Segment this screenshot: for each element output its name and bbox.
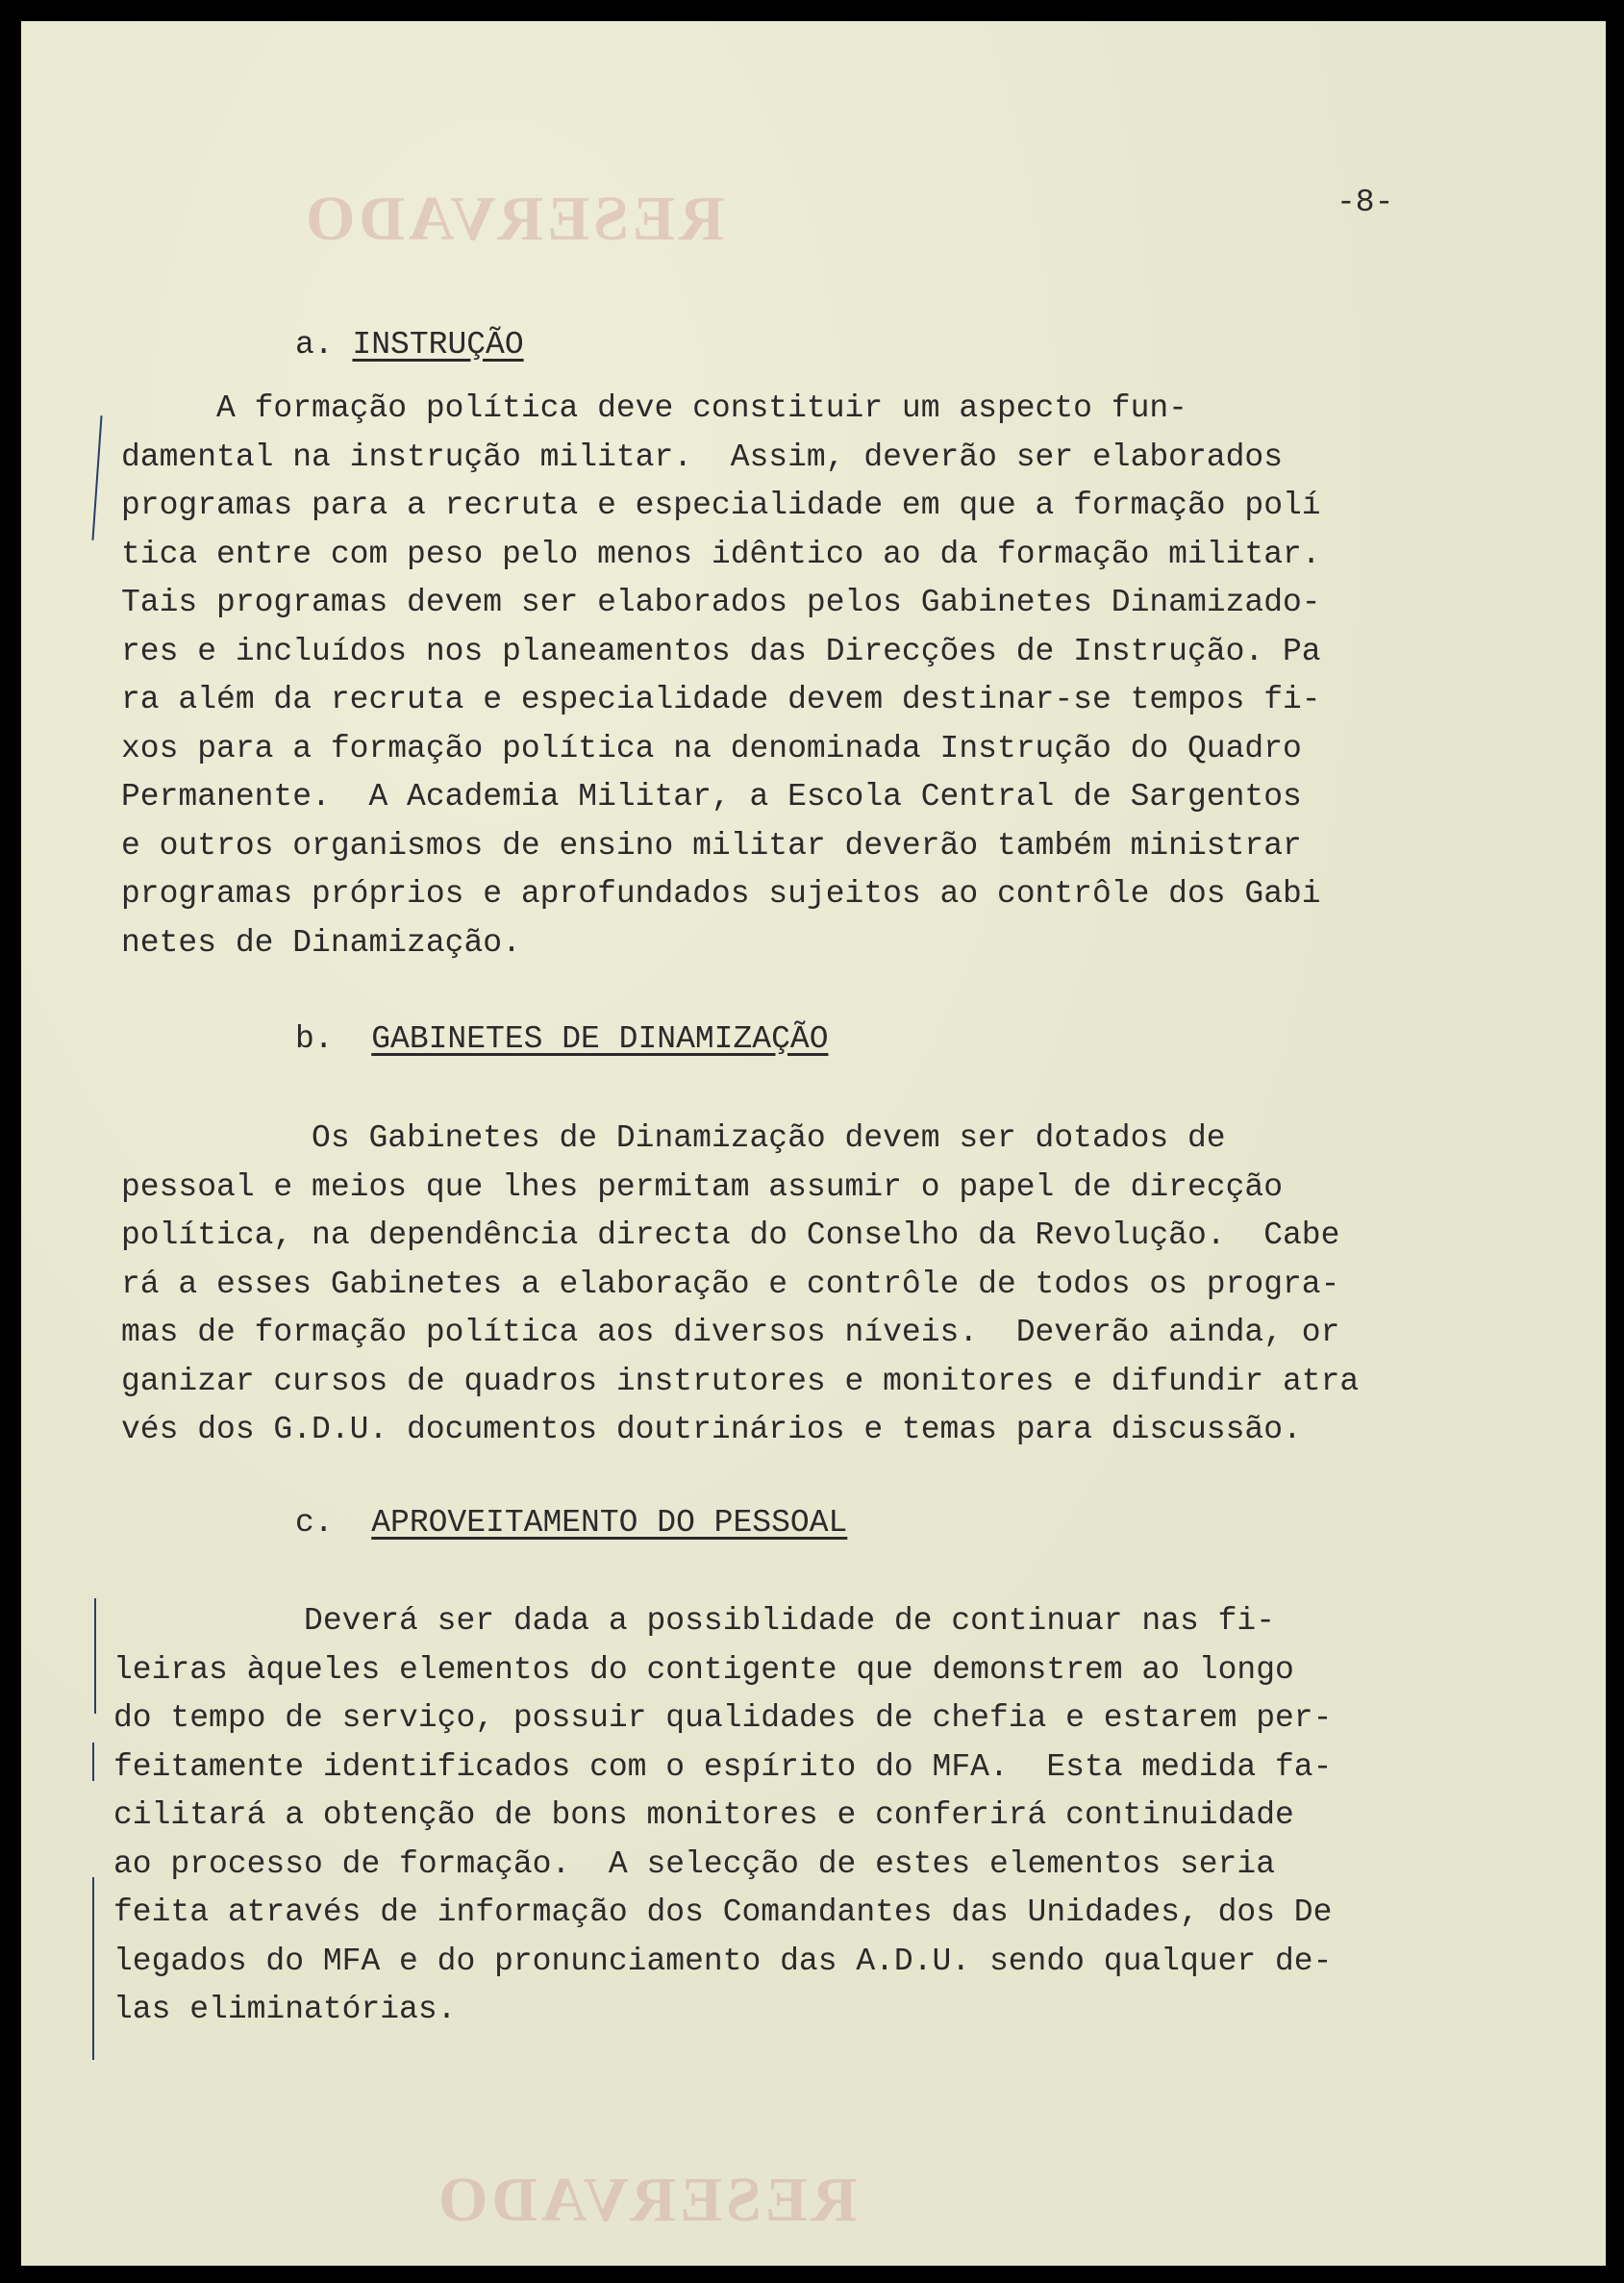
margin-mark [92,1743,94,1781]
text-line: pessoal e meios que lhes permitam assumir o papel de direcção [121,1168,1283,1205]
margin-mark [94,1598,96,1714]
section-b-paragraph [121,1115,1359,1455]
text-line: feitamente identificados com o espírito do MFA. Esta medida fa- [113,1748,1333,1785]
text-line: vés dos G.D.U. documentos doutrinários e temas para discussão. [121,1412,1302,1447]
text-line: Os Gabinetes de Dinamização devem ser dotados de [121,1120,1226,1156]
stamp-reservado-top: RESERVADO [302,184,725,254]
text-line: A formação política deve constituir um aspecto fun- [121,390,1187,426]
text-line: ganizar cursos de quadros instrutores e monitores e difundir atra [121,1363,1360,1399]
text-line: xos para a formação política na denominada Instrução do Quadro [121,730,1302,766]
text-line: tica entre com peso pelo menos idêntico ao da formação militar. [121,536,1321,572]
page-number: -8- [1337,185,1394,220]
text-line: cilitará a obtenção de bons monitores e conferirá continuidade [113,1797,1294,1833]
document-page [21,21,1606,2266]
margin-mark [91,415,102,540]
text-line: damental na instrução militar. Assim, deverão ser elaborados [121,439,1283,475]
section-letter: b. [295,1021,334,1057]
text-line: ra além da recruta e especialidade devem destinar-se tempos fi- [121,682,1321,717]
text-line: ao processo de formação. A selecção de estes elementos seria [113,1845,1275,1882]
text-line: mas de formação política aos diversos níveis. Deverão ainda, or [121,1315,1340,1350]
text-line: rá a esses Gabinetes a elaboração e contrôle de todos os progra- [121,1266,1340,1302]
text-line: programas para a recruta e especialidade em que a formação polí [121,488,1321,523]
section-a-paragraph [121,385,1321,967]
text-line: Permanente. A Academia Militar, a Escola Central de Sargentos [121,779,1302,815]
section-title: INSTRUÇÃO [352,327,524,363]
text-line: legados do MFA e do pronunciamento das A.D.U. sendo qualquer de- [113,1943,1333,1979]
section-letter: c. [295,1505,334,1541]
text-line: feita através de informação dos Comandantes das Unidades, dos De [113,1894,1333,1930]
text-line: do tempo de serviço, possuir qualidades de chefia e estarem per- [113,1700,1333,1736]
text-line: res e incluídos nos planeamentos das Direcções de Instrução. Pa [121,633,1321,669]
margin-mark [92,1877,94,2060]
section-title: GABINETES DE DINAMIZAÇÃO [371,1021,829,1057]
text-line: programas próprios e aprofundados sujeitos ao contrôle dos Gabi [121,876,1321,912]
text-line: Deverá ser dada a possiblidade de continuar nas fi- [113,1603,1275,1639]
text-line: política, na dependência directa do Conselho da Revolução. Cabe [121,1217,1340,1253]
section-heading-c [295,1505,847,1541]
section-letter: a. [295,327,334,363]
text-line: e outros organismos de ensino militar deverão também ministrar [121,827,1302,864]
text-line: netes de Dinamização. [121,924,521,961]
section-title: APROVEITAMENTO DO PESSOAL [371,1505,848,1541]
text-line: leiras àqueles elementos do contigente que demonstrem ao longo [113,1651,1294,1688]
text-line: Tais programas devem ser elaborados pelos Gabinetes Dinamizado- [121,585,1321,620]
section-heading-b [295,1021,829,1057]
stamp-reservado-bottom: RESERVADO [435,2165,858,2235]
section-heading-a [295,327,524,363]
section-c-paragraph [113,1597,1332,2035]
text-line: las eliminatórias. [113,1992,457,2027]
